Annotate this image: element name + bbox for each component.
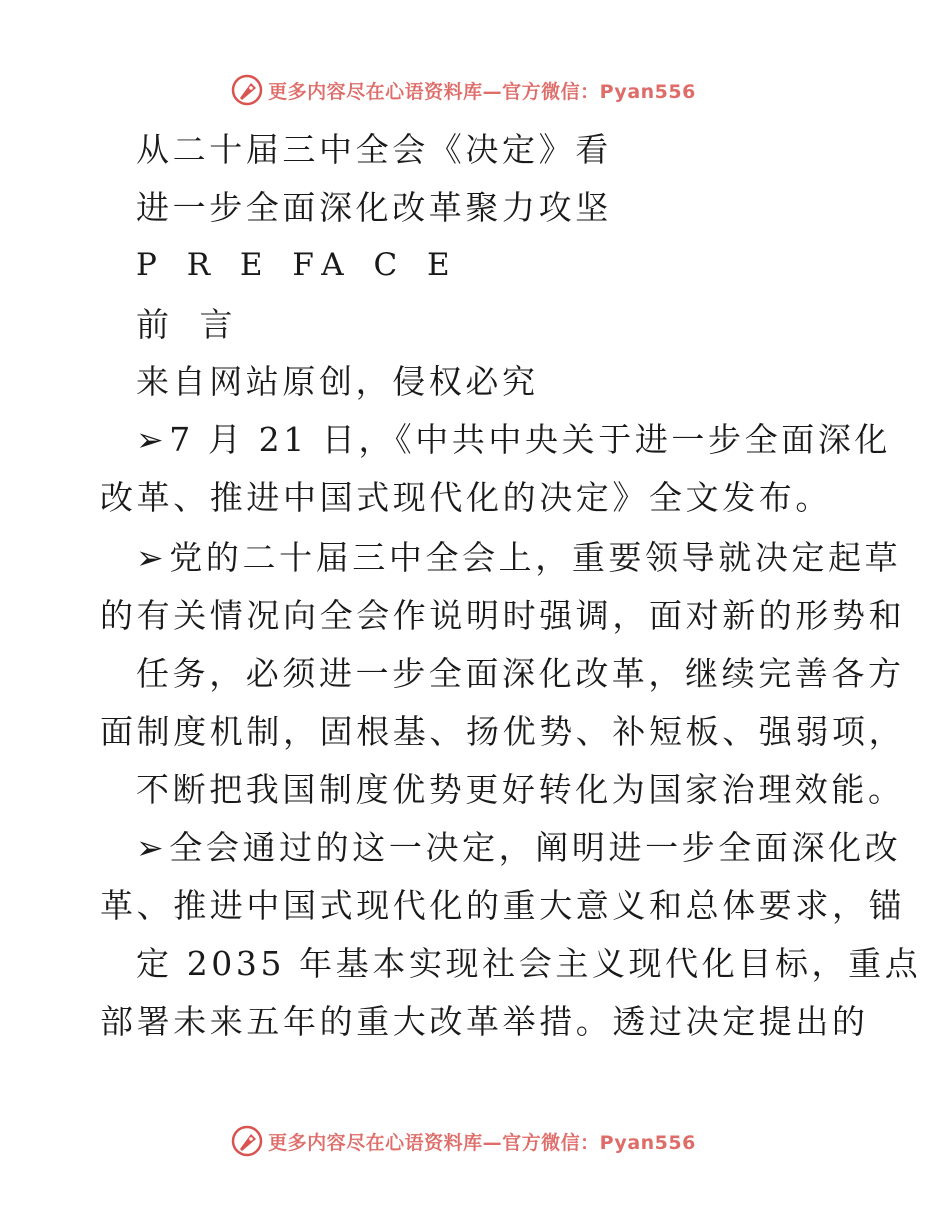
paragraph-text: 党的二十届三中全会上，重要领导就决定起草 (169, 538, 902, 577)
paragraph-line (136, 828, 901, 868)
paragraph-line (136, 538, 901, 578)
paragraph-line: 革、推进中国式现代化的重大意义和总体要求，锚 (100, 886, 906, 925)
bullet-arrow-icon: ➢ (136, 828, 168, 867)
source-note: 来自网站原创，侵权必究 (136, 362, 539, 401)
paragraph-line: 面制度机制，固根基、扬优势、补短板、强弱项， (100, 712, 906, 751)
paragraph-line: 任务，必须进一步全面深化改革，继续完善各方 (136, 654, 905, 693)
paragraph-line: 的有关情况向全会作说明时强调，面对新的形势和 (100, 596, 906, 635)
pen-nib-logo-icon (230, 1124, 264, 1158)
title-line-2: 进一步全面深化改革聚力攻坚 (136, 188, 612, 227)
paragraph-text: 全会通过的这一决定，阐明进一步全面深化改 (169, 828, 902, 867)
paragraph-line: 改革、推进中国式现代化的决定》全文发布。 (100, 478, 832, 517)
paragraph-line: 不断把我国制度优势更好转化为国家治理效能。 (136, 770, 905, 809)
pen-nib-logo-icon (230, 73, 264, 107)
preface-chinese: 前 言 (136, 305, 243, 344)
paragraph-line: 部署未来五年的重大改革举措。透过决定提出的 (100, 1002, 869, 1041)
paragraph-line: 定 2035 年基本实现社会主义现代化目标，重点 (136, 944, 922, 983)
watermark-text: 更多内容尽在心语资料库—官方微信：Pyan556 (268, 80, 696, 103)
preface-english: P R E FA C E (136, 247, 460, 283)
bullet-arrow-icon: ➢ (136, 420, 168, 459)
title-line-1: 从二十届三中全会《决定》看 (136, 130, 612, 169)
watermark-text: 更多内容尽在心语资料库—官方微信：Pyan556 (268, 1131, 696, 1154)
footer-watermark (0, 1123, 950, 1159)
header-watermark (0, 72, 950, 108)
paragraph-text: 7 月 21 日，《中共中央关于进一步全面深化 (169, 420, 892, 459)
paragraph-line (136, 420, 891, 460)
bullet-arrow-icon: ➢ (136, 538, 168, 577)
